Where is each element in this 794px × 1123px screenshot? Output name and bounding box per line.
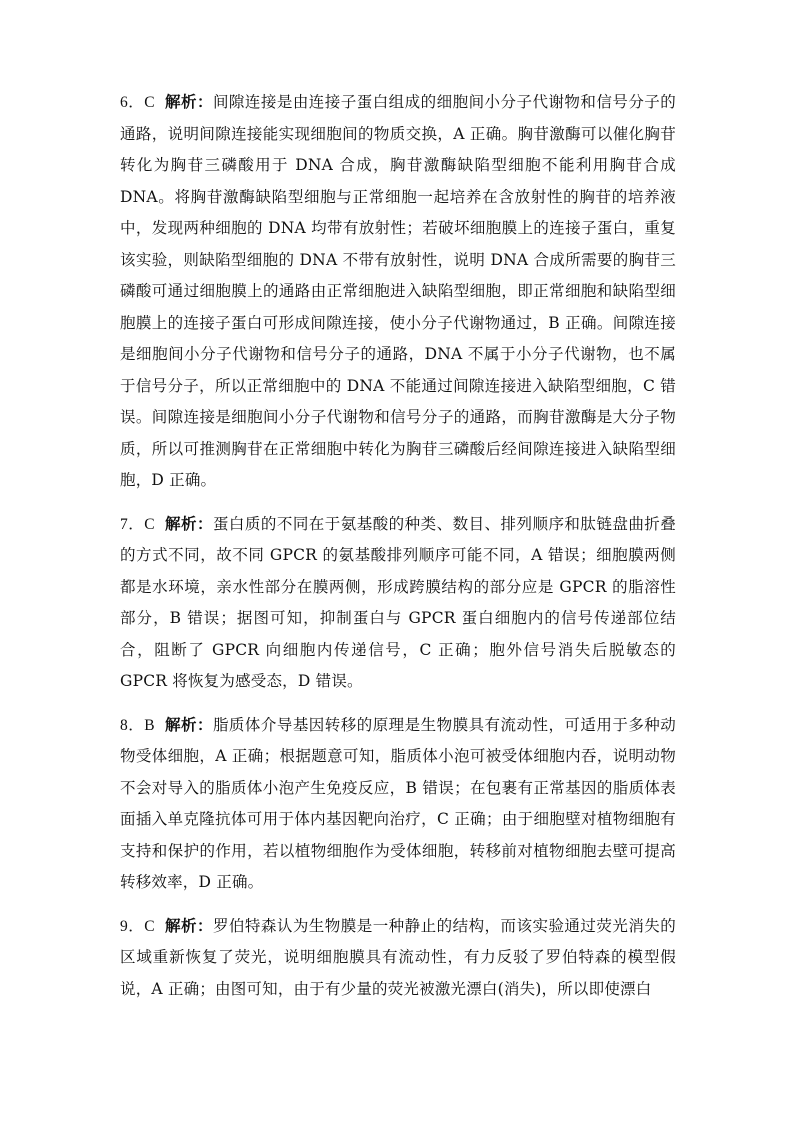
answer-number: 8．B [120, 716, 155, 734]
answer-item-6 [120, 86, 676, 497]
analysis-text: 间隙连接是由连接子蛋白组成的细胞间小分子代谢物和信号分子的通路，说明间隙连接能实现细胞间的物质交换，A 正确。胸苷激酶可以催化胸苷转化为胸苷三磷酸用于 DNA 合成，胸苷激酶缺陷型细胞不能利用胸苷合成 DNA。将胸苷激酶缺陷型细胞与正常细胞一起培养在含放射性的胸苷的培养液中，发现两种细胞的 DNA 均带有放射性；若破坏细胞膜上的连接子蛋白，重复该实验，则缺陷型细胞的 DNA 不带有放射性，说明 DNA 合成所需要的胸苷三磷酸可通过细胞膜上的通路由正常细胞进入缺陷型细胞，即正常细胞和缺陷型细胞膜上的连接子蛋白可形成间隙连接，使小分子代谢物通过，B 正确。间隙连接是细胞间小分子代谢物和信号分子的通路，DNA 不属于小分子代谢物，也不属于信号分子，所以正常细胞中的 DNA 不能通过间隙连接进入缺陷型细胞，C 错误。间隙连接是细胞间小分子代谢物和信号分子的通路，而胸苷激酶是大分子物质，所以可推测胸苷在正常细胞中转化为胸苷三磷酸后经间隙连接进入缺陷型细胞，D 正确。 [120, 93, 676, 489]
analysis-label: 解析： [164, 915, 213, 935]
analysis-text: 蛋白质的不同在于氨基酸的种类、数目、排列顺序和肽链盘曲折叠的方式不同，故不同 GPCR 的氨基酸排列顺序可能不同，A 错误；细胞膜两侧都是水环境，亲水性部分在膜两侧，形成跨膜结构的部分应是 GPCR 的脂溶性部分，B 错误；据图可知，抑制蛋白与 GPCR 蛋白细胞内的信号传递部位结合，阻断了 GPCR 向细胞内传递信号，C 正确；胞外信号消失后脱敏态的 GPCR 将恢复为感受态，D 错误。 [120, 514, 676, 690]
analysis-label: 解析： [164, 513, 213, 533]
answer-item-7 [120, 508, 676, 698]
analysis-label: 解析： [164, 714, 213, 734]
analysis-text: 罗伯特森认为生物膜是一种静止的结构，而该实验通过荧光消失的区域重新恢复了荧光，说明细胞膜具有流动性，有力反驳了罗伯特森的模型假说，A 正确；由图可知，由于有少量的荧光被激光漂白(消失)，所以即使漂白 [120, 916, 676, 998]
answer-item-8 [120, 709, 676, 899]
analysis-label: 解析： [164, 92, 213, 111]
analysis-text: 脂质体介导基因转移的原理是生物膜具有流动性，可适用于多种动物受体细胞，A 正确；根据题意可知，脂质体小泡可被受体细胞内吞，说明动物不会对导入的脂质体小泡产生免疫反应，B 错误；在包裹有正常基因的脂质体表面插入单克隆抗体可用于体内基因靶向治疗，C 正确；由于细胞壁对植物细胞有支持和保护的作用，若以植物细胞作为受体细胞，转移前对植物细胞去壁可提高转移效率，D 正确。 [120, 715, 676, 891]
answer-explanations [120, 86, 676, 1016]
answer-number: 7．C [120, 515, 155, 533]
answer-item-9 [120, 910, 676, 1006]
answer-number: 9．C [120, 917, 155, 935]
answer-number: 6．C [120, 94, 155, 111]
